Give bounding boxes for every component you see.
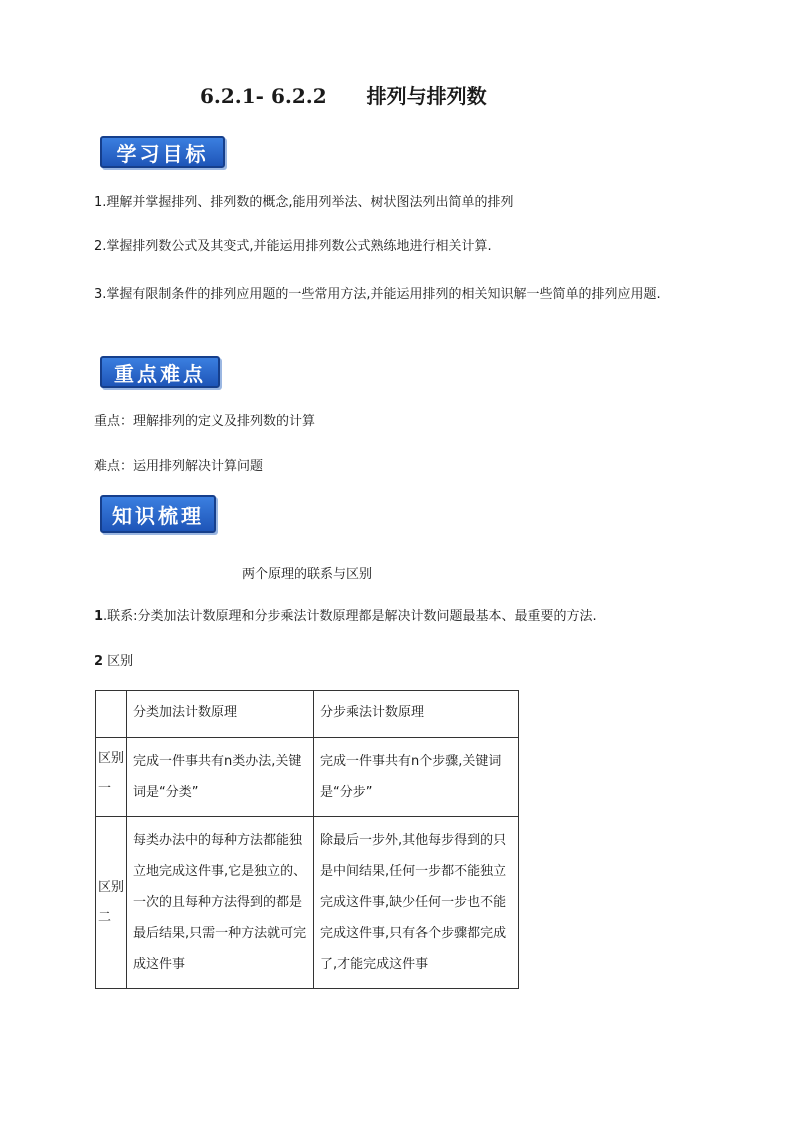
table-header-row <box>96 691 519 738</box>
row-label-cell: 区别一 <box>96 738 127 817</box>
table-cell: 每类办法中的每种方法都能独立地完成这件事,它是独立的、一次的且每种方法得到的都是最后结果,只需一种方法就可完成这件事 <box>127 817 314 989</box>
table-cell: 完成一件事共有n个步骤,关键词是“分步” <box>314 738 519 817</box>
item-text: 区别 <box>103 654 134 669</box>
relation-item <box>94 607 597 627</box>
objective-1: 1.理解并掌握排列、排列数的概念,能用列举法、树状图法列出简单的排列 <box>94 195 514 210</box>
section-subtitle: 两个原理的联系与区别 <box>242 567 373 582</box>
objective-3: 3.掌握有限制条件的排列应用题的一些常用方法,并能运用排列的相关知识解一些简单的排列应用题. <box>94 287 661 302</box>
objective-2: 2.掌握排列数公式及其变式,并能运用排列数公式熟练地进行相关计算. <box>94 239 492 254</box>
page-title <box>200 80 487 109</box>
focus-text: 重点：理解排列的定义及排列数的计算 <box>94 414 316 429</box>
header-cell-empty <box>96 691 127 738</box>
item-number: 1 <box>94 609 104 624</box>
section-title: 排列与排列数 <box>366 84 487 108</box>
difference-item <box>94 652 133 672</box>
table-row <box>96 738 519 817</box>
table-row <box>96 817 519 989</box>
knowledge-badge: 知识梳理 <box>100 495 216 533</box>
difficulty-text: 难点：运用排列解决计算问题 <box>94 459 264 474</box>
item-text: .联系:分类加法计数原理和分步乘法计数原理都是解决计数问题最基本、最重要的方法. <box>103 609 597 624</box>
row-label-cell: 区别二 <box>96 817 127 989</box>
objectives-badge: 学习目标 <box>100 136 225 168</box>
item-number: 2 <box>94 654 104 669</box>
header-cell: 分类加法计数原理 <box>127 691 314 738</box>
table-cell: 除最后一步外,其他每步得到的只是中间结果,任何一步都不能独立完成这件事,缺少任何一步也不能完成这件事,只有各个步骤都完成了,才能完成这件事 <box>314 817 519 989</box>
key-points-badge: 重点难点 <box>100 356 220 388</box>
table-cell: 完成一件事共有n类办法,关键词是“分类” <box>127 738 314 817</box>
section-number: 6.2.1- 6.2.2 <box>200 84 327 108</box>
comparison-table <box>95 690 519 989</box>
header-cell: 分步乘法计数原理 <box>314 691 519 738</box>
